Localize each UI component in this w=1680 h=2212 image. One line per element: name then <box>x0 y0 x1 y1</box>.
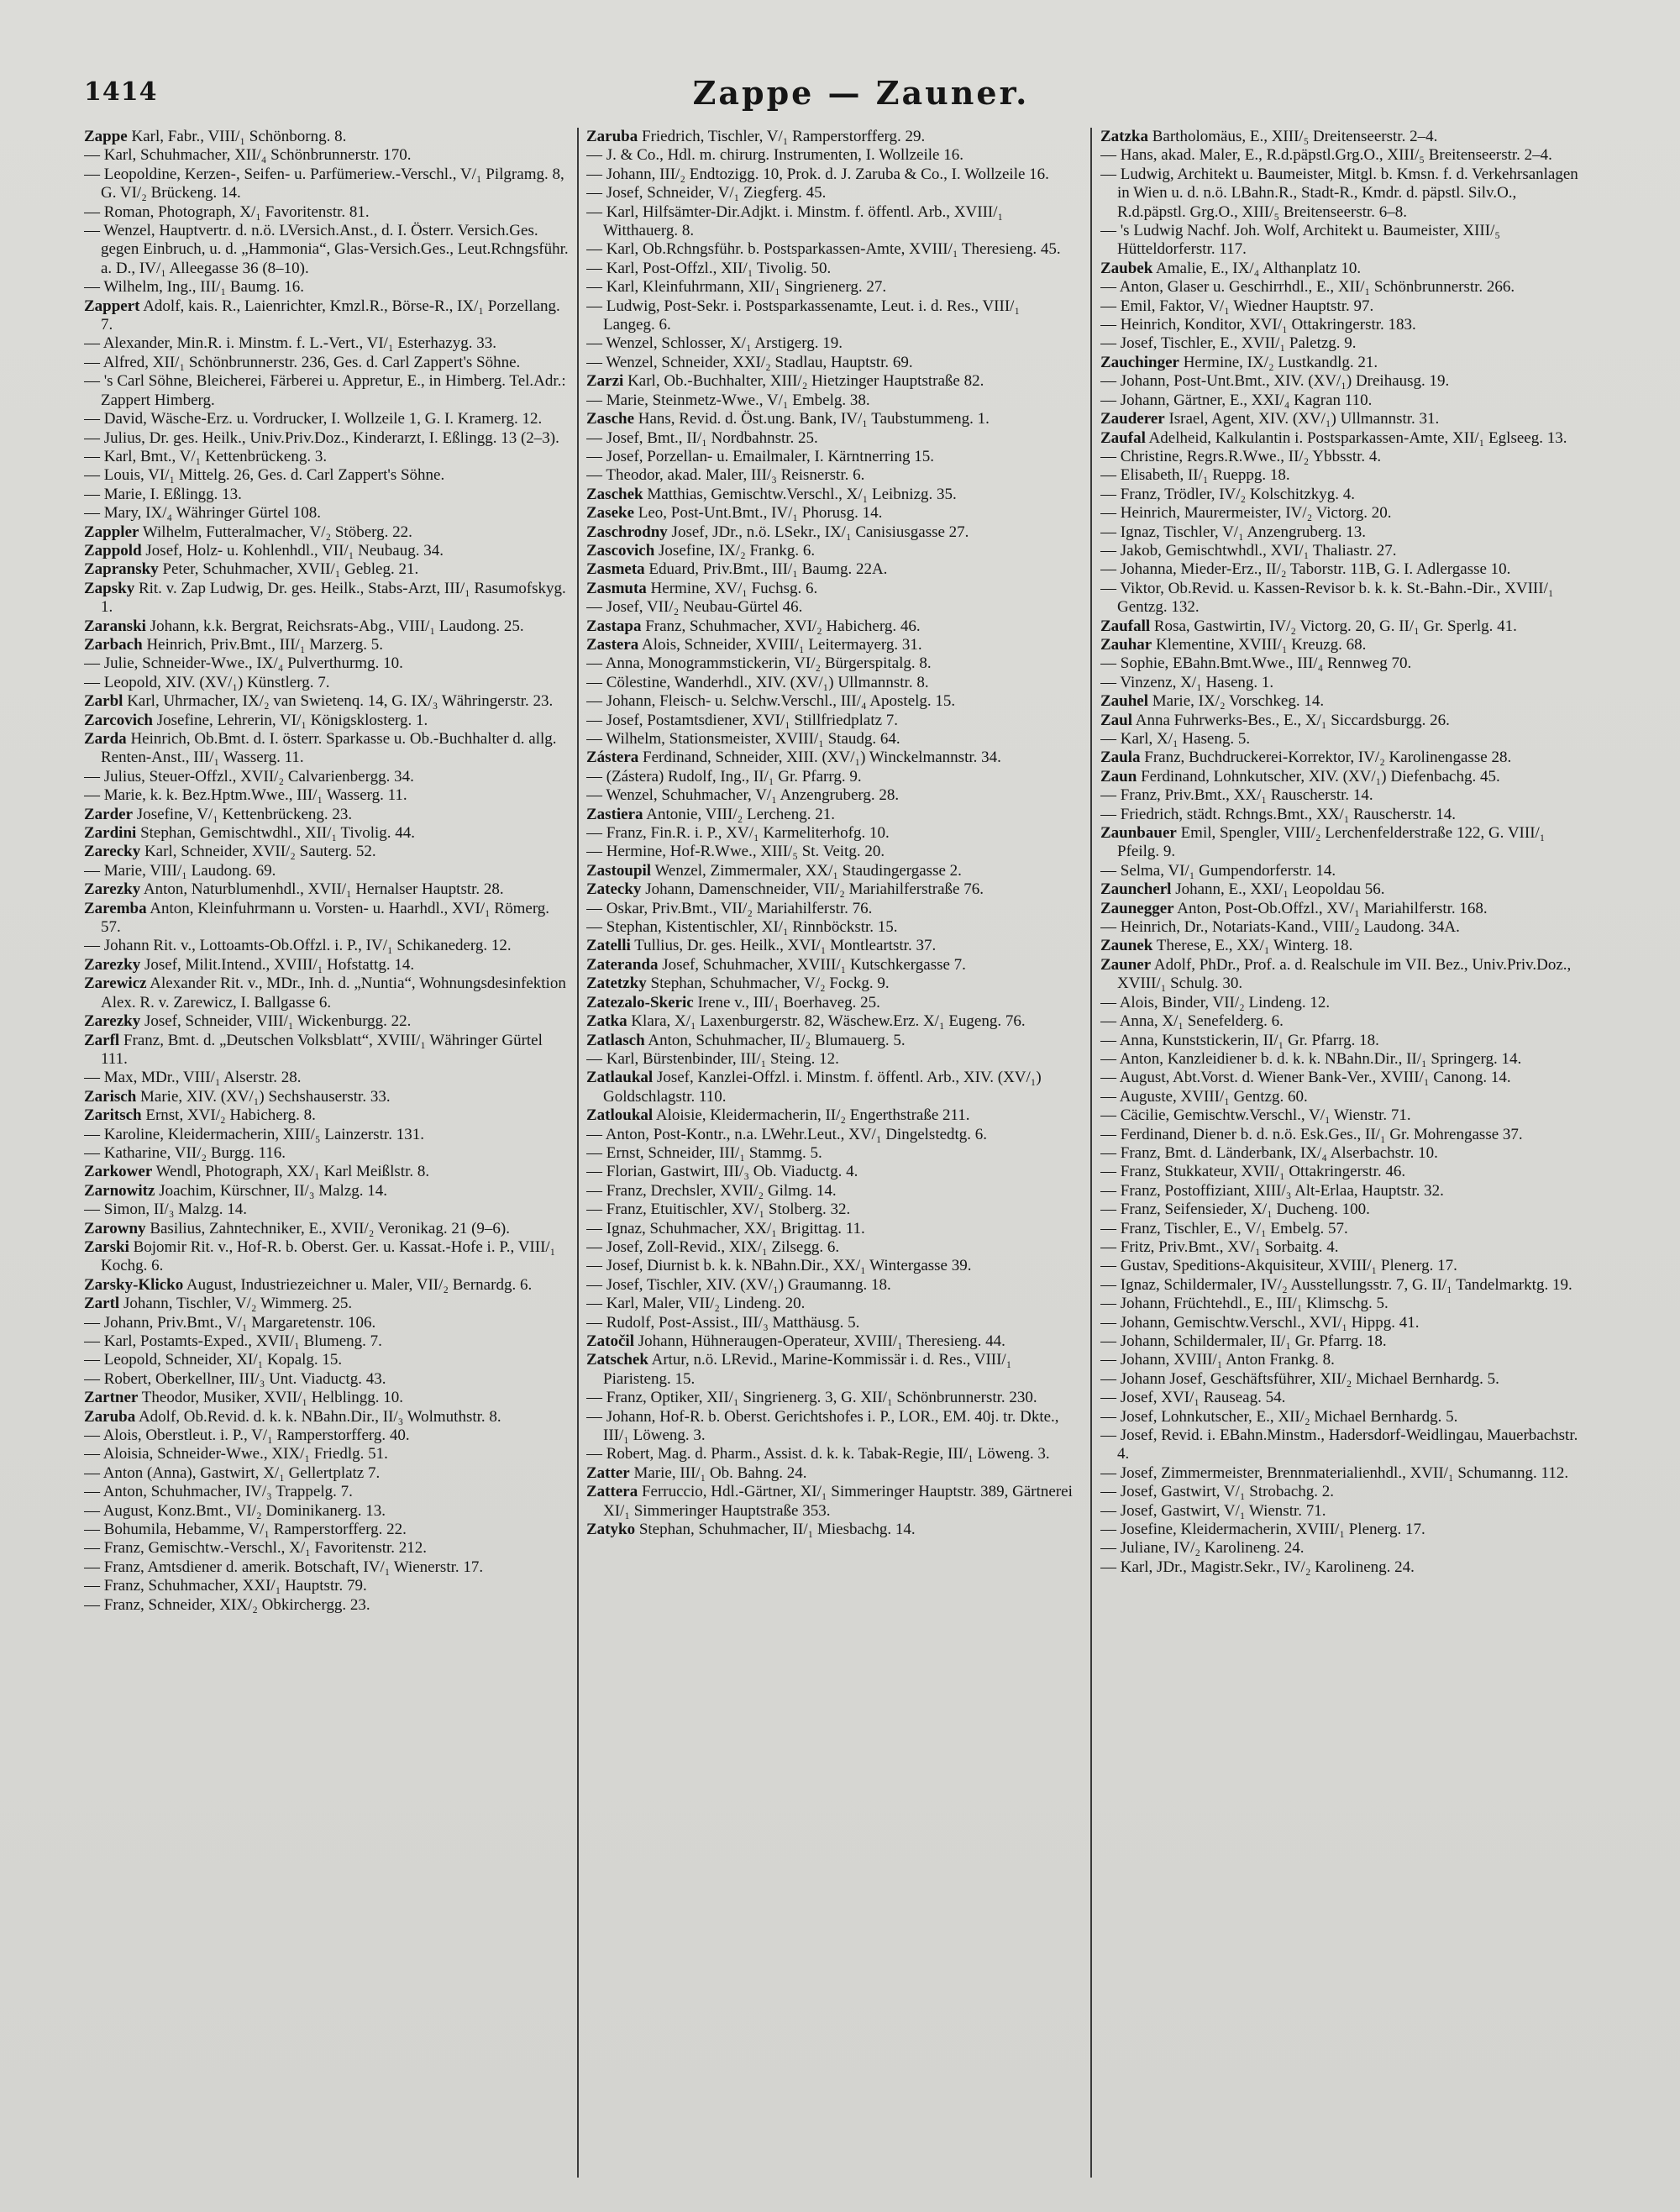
directory-entry: Zasche Hans, Revid. d. Öst.ung. Bank, IV/₁ Taubstummeng. 1. <box>586 410 990 428</box>
directory-entry: — Julius, Dr. ges. Heilk., Univ.Priv.Doz., Kinderarzt, I. Eßlingg. 13 (2–3). <box>84 428 559 447</box>
directory-entry: Zaranski Johann, k.k. Bergrat, Reichsrats-Abg., VIII/₁ Laudong. 25. <box>84 617 524 635</box>
directory-entry: — Franz, Gemischtw.-Verschl., X/₁ Favoritenstr. 212. <box>84 1539 428 1558</box>
directory-entry: — Franz, Trödler, IV/₂ Kolschitzkyg. 4. <box>1100 485 1355 503</box>
directory-entry: — Cäcilie, Gemischtw.Verschl., V/₁ Wienstr. 71. <box>1100 1106 1411 1125</box>
directory-entry: — Heinrich, Maurermeister, IV/₂ Victorg. 20. <box>1100 504 1392 523</box>
directory-entry: — Franz, Tischler, E., V/₁ Embelg. 57. <box>1100 1219 1348 1237</box>
directory-entry: — Marie, VIII/₁ Laudong. 69. <box>84 861 276 880</box>
directory-entry: — Ignaz, Schildermaler, IV/₂ Ausstellungsstr. 7, G. II/₁ Tandelmarktg. 19. <box>1100 1275 1572 1294</box>
directory-entry: Zatelli Tullius, Dr. ges. Heilk., XVI/₁ Montleartstr. 37. <box>586 937 937 955</box>
directory-entry: — Selma, VI/₁ Gumpendorferstr. 14. <box>1100 861 1336 880</box>
directory-entry: — Johanna, Mieder-Erz., II/₂ Taborstr. 11B, G. I. Adlergasse 10. <box>1100 560 1511 579</box>
directory-entry: — Josef, Porzellan- u. Emailmaler, I. Kärntnerring 15. <box>586 447 934 465</box>
directory-columns <box>84 128 1646 2178</box>
directory-entry: — Johann, Fleisch- u. Selchw.Verschl., III/₄ Apostelg. 15. <box>586 692 956 711</box>
column-1 <box>84 128 571 2178</box>
directory-entry: — Julius, Steuer-Offzl., XVII/₂ Calvarienbergg. 34. <box>84 767 414 785</box>
directory-entry: — Anton, Schuhmacher, IV/₃ Trappelg. 7. <box>84 1483 353 1501</box>
directory-entry: Zaruba Adolf, Ob.Revid. d. k. k. NBahn.Dir., II/₃ Wolmuthstr. 8. <box>84 1407 501 1426</box>
directory-entry: Zatetzky Stephan, Schuhmacher, V/₂ Fockg. 9. <box>586 975 890 993</box>
directory-entry: — Franz, Priv.Bmt., XX/₁ Rauscherstr. 14. <box>1100 786 1373 805</box>
directory-entry: Zappold Josef, Holz- u. Kohlenhdl., VII/₁ Neubaug. 34. <box>84 541 444 560</box>
directory-entry: Zarzi Karl, Ob.-Buchhalter, XIII/₂ Hietzinger Hauptstraße 82. <box>586 372 984 391</box>
directory-entry: — Hans, akad. Maler, E., R.d.päpstl.Grg.O., XIII/₅ Breitenseerstr. 2–4. <box>1100 146 1552 165</box>
directory-entry: — Mary, IX/₄ Währinger Gürtel 108. <box>84 504 322 523</box>
directory-entry: — Heinrich, Konditor, XVI/₁ Ottakringerstr. 183. <box>1100 316 1416 334</box>
directory-entry: — Karl, Postamts-Exped., XVII/₁ Blumeng. 7. <box>84 1332 382 1350</box>
directory-entry: — Alfred, XII/₁ Schönbrunnerstr. 236, Ges. d. Carl Zappert's Söhne. <box>84 353 521 371</box>
directory-entry: — Johann, XVIII/₁ Anton Frankg. 8. <box>1100 1351 1335 1369</box>
directory-entry: Zardini Stephan, Gemischtwdhl., XII/₁ Tivolig. 44. <box>84 824 416 843</box>
directory-entry: — Johann, Priv.Bmt., V/₁ Margaretenstr. 106. <box>84 1313 376 1332</box>
directory-entry: — Anton, Kanzleidiener b. d. k. k. NBahn.Dir., II/₁ Springerg. 14. <box>1100 1049 1522 1068</box>
directory-entry: Zatlaukal Josef, Kanzlei-Offzl. i. Minstm. f. öffentl. Arb., XIV. (XV/₁) Goldschlagstr. 110. <box>586 1069 1042 1106</box>
directory-entry: — Franz, Fin.R. i. P., XV/₁ Karmeliterhofg. 10. <box>586 824 890 843</box>
directory-entry: — Karl, JDr., Magistr.Sekr., IV/₂ Karolineng. 24. <box>1100 1558 1415 1576</box>
directory-entry: — Juliane, IV/₂ Karolineng. 24. <box>1100 1539 1305 1558</box>
directory-entry: — Christine, Regrs.R.Wwe., II/₂ Ybbsstr. 4. <box>1100 447 1382 465</box>
directory-entry: Zarkower Wendl, Photograph, XX/₁ Karl Meißlstr. 8. <box>84 1163 430 1181</box>
directory-entry: Zaunegger Anton, Post-Ob.Offzl., XV/₁ Mariahilferstr. 168. <box>1100 899 1488 917</box>
directory-entry: — Ignaz, Tischler, V/₁ Anzengruberg. 13. <box>1100 523 1366 541</box>
directory-entry: — Josef, Postamtsdiener, XVI/₁ Stillfriedplatz 7. <box>586 711 899 729</box>
directory-entry: — Heinrich, Dr., Notariats-Kand., VIII/₂ Laudong. 34A. <box>1100 918 1460 937</box>
directory-entry: — August, Abt.Vorst. d. Wiener Bank-Ver., XVIII/₁ Canong. 14. <box>1100 1069 1511 1087</box>
directory-entry: — Karl, Post-Offzl., XII/₁ Tivolig. 50. <box>586 259 832 277</box>
directory-entry: — August, Konz.Bmt., VI/₂ Dominikanerg. 13. <box>84 1501 386 1520</box>
directory-entry: Zappert Adolf, kais. R., Laienrichter, Kmzl.R., Börse-R., IX/₁ Porzellang. 7. <box>84 297 560 334</box>
directory-entry: Zarbach Heinrich, Priv.Bmt., III/₁ Marzerg. 5. <box>84 635 383 654</box>
directory-entry: Zatyko Stephan, Schuhmacher, II/₁ Miesbachg. 14. <box>586 1521 916 1539</box>
directory-entry: — Katharine, VII/₂ Burgg. 116. <box>84 1143 286 1162</box>
directory-entry: — Josef, Lohnkutscher, E., XII/₂ Michael Bernhardg. 5. <box>1100 1407 1458 1426</box>
directory-entry: — 's Ludwig Nachf. Joh. Wolf, Architekt u. Baumeister, XIII/₅ Hütteldorferstr. 117. <box>1100 222 1500 259</box>
directory-entry: — Wenzel, Schneider, XXI/₂ Stadlau, Hauptstr. 69. <box>586 353 913 371</box>
directory-entry: — Karl, Ob.Rchngsführ. b. Postsparkassen-Amte, XVIII/₁ Theresieng. 45. <box>586 240 1061 259</box>
directory-entry: — Johann, Gärtner, E., XXI/₄ Kagran 110. <box>1100 391 1373 409</box>
directory-entry: — J. & Co., Hdl. m. chirurg. Instrumenten, I. Wollzeile 16. <box>586 146 963 165</box>
directory-entry: — Anton, Post-Kontr., n.a. LWehr.Leut., XV/₁ Dingelstedtg. 6. <box>586 1125 988 1143</box>
directory-entry: Zauchinger Hermine, IX/₂ Lustkandlg. 21. <box>1100 353 1378 371</box>
directory-entry: — Josef, Zoll-Revid., XIX/₁ Zilsegg. 6. <box>586 1237 840 1256</box>
directory-entry: — Franz, Bmt. d. Länderbank, IX/₄ Alserbachstr. 10. <box>1100 1143 1438 1162</box>
directory-entry: — Ferdinand, Diener b. d. n.ö. Esk.Ges., II/₁ Gr. Mohrengasse 37. <box>1100 1125 1523 1143</box>
directory-entry: — Johann Josef, Geschäftsführer, XII/₂ Michael Bernhardg. 5. <box>1100 1369 1499 1388</box>
directory-entry: — Karl, Hilfsämter-Dir.Adjkt. i. Minstm. f. öffentl. Arb., XVIII/₁ Witthauerg. 8. <box>586 202 1004 240</box>
directory-entry: Zaun Ferdinand, Lohnkutscher, XIV. (XV/₁) Diefenbachg. 45. <box>1100 767 1500 785</box>
directory-entry: Zaul Anna Fuhrwerks-Bes., E., X/₁ Siccardsburgg. 26. <box>1100 711 1450 729</box>
directory-entry: — (Zástera) Rudolf, Ing., II/₁ Gr. Pfarrg. 9. <box>586 767 862 785</box>
directory-entry: — Karl, Bürstenbinder, III/₁ Steing. 12. <box>586 1049 839 1068</box>
directory-entry: — Karl, X/₁ Haseng. 5. <box>1100 730 1251 748</box>
directory-entry: — Josef, Tischler, XIV. (XV/₁) Graumanng. 18. <box>586 1275 891 1294</box>
directory-entry: — Anton, Glaser u. Geschirrhdl., E., XII/₁ Schönbrunnerstr. 266. <box>1100 278 1515 297</box>
directory-entry: Zaubek Amalie, E., IX/₄ Althanplatz 10. <box>1100 259 1362 277</box>
directory-entry: — Wenzel, Hauptvertr. d. n.ö. LVersich.Anst., d. I. Österr. Versich.Ges. gegen Einbruch, u. d. „Hammonia“, Glas-Versich.Ges., Leut.Rchngsführ. a. D., IV/₁ Alleegasse 36 (8–10). <box>84 222 569 277</box>
directory-entry: — Marie, I. Eßlingg. 13. <box>84 485 242 503</box>
directory-entry: — Josef, VII/₂ Neubau-Gürtel 46. <box>586 598 803 617</box>
directory-entry: — Johann, Hof-R. b. Oberst. Gerichtshofes i. P., LOR., EM. 40j. tr. Dkte., III/₁ Löweng. 3. <box>586 1407 1059 1445</box>
directory-entry: Zarda Heinrich, Ob.Bmt. d. I. österr. Sparkasse u. Ob.-Buchhalter d. allg. Renten-Anst., III/₁ Wasserg. 11. <box>84 730 557 767</box>
directory-entry: — Simon, II/₃ Malzg. 14. <box>84 1201 247 1219</box>
directory-entry: Zarezky Anton, Naturblumenhdl., XVII/₁ Hernalser Hauptstr. 28. <box>84 880 504 899</box>
directory-entry: Zatecky Johann, Damenschneider, VII/₂ Mariahilferstraße 76. <box>586 880 984 899</box>
directory-entry: — Viktor, Ob.Revid. u. Kassen-Revisor b. k. k. St.-Bahn.-Dir., XVIII/₁ Gentzg. 132. <box>1100 579 1554 617</box>
directory-entry: — Josef, Gastwirt, V/₁ Strobachg. 2. <box>1100 1483 1335 1501</box>
directory-entry: — Johann, III/₂ Endtozigg. 10, Prok. d. J. Zaruba & Co., I. Wollzeile 16. <box>586 165 1049 183</box>
directory-entry: Zauner Adolf, PhDr., Prof. a. d. Realschule im VII. Bez., Univ.Priv.Doz., XVIII/₁ Schulg. 30. <box>1100 955 1572 993</box>
directory-entry: Zaufal Adelheid, Kalkulantin i. Postsparkassen-Amte, XII/₁ Eglseeg. 13. <box>1100 428 1567 447</box>
directory-entry: — Cölestine, Wanderhdl., XIV. (XV/₁) Ullmannstr. 8. <box>586 673 929 691</box>
directory-entry: — Leopoldine, Kerzen-, Seifen- u. Parfümeriew.-Verschl., V/₁ Pilgramg. 8, G. VI/₂ Brückeng. 14. <box>84 165 564 202</box>
directory-entry: Zarnowitz Joachim, Kürschner, II/₃ Malzg. 14. <box>84 1181 387 1200</box>
column-divider <box>1090 128 1092 2178</box>
directory-entry: Zasmeta Eduard, Priv.Bmt., III/₁ Baumg. 22A. <box>586 560 888 579</box>
directory-entry: — Alois, Oberstleut. i. P., V/₁ Ramperstorfferg. 40. <box>84 1427 410 1445</box>
directory-entry: Zaunbauer Emil, Spengler, VIII/₂ Lerchenfelderstraße 122, G. VIII/₁ Pfeilg. 9. <box>1100 824 1546 861</box>
directory-entry: Zatka Klara, X/₁ Laxenburgerstr. 82, Wäschew.Erz. X/₁ Eugeng. 76. <box>586 1012 1026 1031</box>
directory-entry: Zappe Karl, Fabr., VIII/₁ Schönborng. 8. <box>84 128 347 145</box>
directory-entry: — Josef, XVI/₁ Rauseag. 54. <box>1100 1389 1286 1407</box>
directory-entry: — Oskar, Priv.Bmt., VII/₂ Mariahilferstr. 76. <box>586 899 873 917</box>
directory-entry: — Karoline, Kleidermacherin, XIII/₅ Lainzerstr. 131. <box>84 1125 424 1143</box>
directory-entry: — Vinzenz, X/₁ Haseng. 1. <box>1100 673 1274 691</box>
directory-entry: — Jakob, Gemischtwhdl., XVI/₁ Thaliastr. 27. <box>1100 541 1397 560</box>
directory-entry: — Franz, Stukkateur, XVII/₁ Ottakringerstr. 46. <box>1100 1163 1406 1181</box>
directory-entry: Zauhel Marie, IX/₂ Vorschkeg. 14. <box>1100 692 1325 711</box>
directory-entry: Zastapa Franz, Schuhmacher, XVI/₂ Habicherg. 46. <box>586 617 921 635</box>
directory-entry: — Anna, X/₁ Senefelderg. 6. <box>1100 1012 1284 1031</box>
directory-entry: — Ludwig, Post-Sekr. i. Postsparkassenamte, Leut. i. d. Res., VIII/₁ Langeg. 6. <box>586 297 1021 334</box>
directory-entry: Zarsky-Klicko August, Industriezeichner u. Maler, VII/₂ Bernardg. 6. <box>84 1275 533 1294</box>
directory-entry: — Julie, Schneider-Wwe., IX/₄ Pulverthurmg. 10. <box>84 654 403 673</box>
directory-entry: Zatloukal Aloisie, Kleidermacherin, II/₂ Engerthstraße 211. <box>586 1106 970 1125</box>
directory-entry: — Josef, Gastwirt, V/₁ Wienstr. 71. <box>1100 1501 1326 1520</box>
directory-entry: — Sophie, EBahn.Bmt.Wwe., III/₄ Rennweg 70. <box>1100 654 1412 673</box>
directory-entry: — Franz, Optiker, XII/₁ Singrienerg. 3, G. XII/₁ Schönbrunnerstr. 230. <box>586 1389 1037 1407</box>
directory-entry: — Anna, Kunststickerin, II/₁ Gr. Pfarrg. 18. <box>1100 1031 1379 1049</box>
directory-entry: — Josef, Tischler, E., XVII/₁ Paletzg. 9. <box>1100 334 1357 353</box>
directory-entry: — Leopold, Schneider, XI/₁ Kopalg. 15. <box>84 1351 343 1369</box>
directory-entry: Zatschek Artur, n.ö. LRevid., Marine-Kommissär i. d. Res., VIII/₁ Piaristeng. 15. <box>586 1351 1012 1388</box>
directory-entry: — Karl, Kleinfuhrmann, XII/₁ Singrienerg. 27. <box>586 278 887 297</box>
directory-entry: — Ignaz, Schuhmacher, XX/₁ Brigittag. 11. <box>586 1219 865 1237</box>
column-divider <box>577 128 579 2178</box>
page-header <box>84 74 1638 119</box>
directory-entry: — David, Wäsche-Erz. u. Vordrucker, I. Wollzeile 1, G. I. Kramerg. 12. <box>84 410 543 428</box>
directory-entry: — Franz, Seifensieder, X/₁ Ducheng. 100. <box>1100 1201 1370 1219</box>
column-3 <box>1100 128 1588 2178</box>
directory-entry: — Johann, Gemischtw.Verschl., XVI/₁ Hippg. 41. <box>1100 1313 1420 1332</box>
directory-entry: Zaseke Leo, Post-Unt.Bmt., IV/₁ Phorusg. 14. <box>586 504 883 523</box>
directory-entry: — Gustav, Speditions-Akquisiteur, XVIII/₁ Plenerg. 17. <box>1100 1257 1457 1275</box>
directory-entry: — Josef, Diurnist b. k. k. NBahn.Dir., XX/₁ Wintergasse 39. <box>586 1257 972 1275</box>
directory-entry: — Fritz, Priv.Bmt., XV/₁ Sorbaitg. 4. <box>1100 1237 1339 1256</box>
directory-entry: Zastiera Antonie, VIII/₂ Lercheng. 21. <box>586 805 835 823</box>
directory-entry: Zaunek Therese, E., XX/₁ Winterg. 18. <box>1100 937 1353 955</box>
directory-entry: Zatezalo-Skeric Irene v., III/₁ Boerhaveg. 25. <box>586 993 880 1011</box>
directory-entry: — Louis, VI/₁ Mittelg. 26, Ges. d. Carl Zappert's Söhne. <box>84 466 445 485</box>
directory-entry: Zauhar Klementine, XVIII/₁ Kreuzg. 68. <box>1100 635 1367 654</box>
directory-entry: Zatlasch Anton, Schuhmacher, II/₂ Blumauerg. 5. <box>586 1031 906 1049</box>
directory-entry: Zastoupil Wenzel, Zimmermaler, XX/₁ Staudingergasse 2. <box>586 861 962 880</box>
directory-entry: — Max, MDr., VIII/₁ Alserstr. 28. <box>84 1069 302 1087</box>
directory-entry: — Robert, Oberkellner, III/₃ Unt. Viaductg. 43. <box>84 1369 386 1388</box>
directory-entry: Zarecky Karl, Schneider, XVII/₂ Sauterg. 52. <box>84 843 376 861</box>
directory-entry: Zattera Ferruccio, Hdl.-Gärtner, XI/₁ Simmeringer Hauptstr. 389, Gärtnerei XI/₁ Simmeringer Hauptstraße 353. <box>586 1483 1073 1520</box>
directory-entry: — Karl, Schuhmacher, XII/₄ Schönbrunnerstr. 170. <box>84 146 412 165</box>
directory-entry: Zaremba Anton, Kleinfuhrmann u. Vorsten- u. Haarhdl., XVI/₁ Römerg. 57. <box>84 899 550 937</box>
directory-entry: — Franz, Schneider, XIX/₂ Obkirchergg. 23. <box>84 1595 370 1614</box>
directory-entry: — Ludwig, Architekt u. Baumeister, Mitgl. b. Kmsn. f. d. Verkehrsanlagen in Wien u. d. n.ö. LBahn.R., Stadt-R., Kmdr. d. päpstl. Silv.O., R.d.päpstl. Grg.O., XIII/₅ Breitenseerstr. 6–8. <box>1100 165 1578 221</box>
directory-entry: — Rudolf, Post-Assist., III/₃ Matthäusg. 5. <box>586 1313 860 1332</box>
directory-entry: Zarowny Basilius, Zahntechniker, E., XVII/₂ Veronikag. 21 (9–6). <box>84 1219 511 1237</box>
page-number: 1414 <box>84 77 158 107</box>
directory-entry: Zauderer Israel, Agent, XIV. (XV/₁) Ullmannstr. 31. <box>1100 410 1440 428</box>
directory-entry: Zarfl Franz, Bmt. d. „Deutschen Volksblatt“, XVIII/₁ Währinger Gürtel 111. <box>84 1031 543 1068</box>
directory-entry: — Alois, Binder, VII/₂ Lindeng. 12. <box>1100 993 1331 1011</box>
directory-entry: Zaruba Friedrich, Tischler, V/₁ Ramperstorfferg. 29. <box>586 128 926 145</box>
directory-entry: Zaschrodny Josef, JDr., n.ö. LSekr., IX/₁ Canisiusgasse 27. <box>586 523 969 541</box>
directory-entry: — Aloisia, Schneider-Wwe., XIX/₁ Friedlg. 51. <box>84 1445 388 1463</box>
directory-entry: — Wilhelm, Ing., III/₁ Baumg. 16. <box>84 278 304 297</box>
column-2 <box>586 128 1074 2178</box>
directory-entry: — Alexander, Min.R. i. Minstm. f. L.-Vert., VI/₁ Esterhazyg. 33. <box>84 334 496 353</box>
directory-entry: — Ernst, Schneider, III/₁ Stammg. 5. <box>586 1143 822 1162</box>
directory-entry: Zappler Wilhelm, Futteralmacher, V/₂ Stöberg. 22. <box>84 523 412 541</box>
directory-entry: Zatter Marie, III/₁ Ob. Bahng. 24. <box>586 1463 807 1482</box>
directory-entry: — Friedrich, städt. Rchngs.Bmt., XX/₁ Rauscherstr. 14. <box>1100 805 1457 823</box>
directory-entry: — Emil, Faktor, V/₁ Wiedner Hauptstr. 97. <box>1100 297 1374 315</box>
directory-entry: — Josef, Schneider, V/₁ Ziegferg. 45. <box>586 184 827 202</box>
directory-entry: — Johann Rit. v., Lottoamts-Ob.Offzl. i. P., IV/₁ Schikanederg. 12. <box>84 937 512 955</box>
directory-entry: Zascovich Josefine, IX/₂ Frankg. 6. <box>586 541 816 560</box>
directory-entry: Zatočil Johann, Hühneraugen-Operateur, XVIII/₁ Theresieng. 44. <box>586 1332 1005 1350</box>
directory-entry: — Franz, Drechsler, XVII/₂ Gilmg. 14. <box>586 1181 837 1200</box>
directory-entry: Zarewicz Alexander Rit. v., MDr., Inh. d. „Nuntia“, Wohnungsdesinfektion Alex. R. v. Zarewicz, I. Ballgasse 6. <box>84 975 566 1011</box>
directory-entry: — Wenzel, Schuhmacher, V/₁ Anzengruberg. 28. <box>586 786 900 805</box>
directory-entry: — Josef, Revid. i. EBahn.Minstm., Hadersdorf-Weidlingau, Mauerbachstr. 4. <box>1100 1427 1578 1463</box>
directory-entry: — Johann, Post-Unt.Bmt., XIV. (XV/₁) Dreihausg. 19. <box>1100 372 1450 391</box>
directory-entry: — Anton (Anna), Gastwirt, X/₁ Gellertplatz 7. <box>84 1463 381 1482</box>
directory-entry: — Robert, Mag. d. Pharm., Assist. d. k. k. Tabak-Regie, III/₁ Löweng. 3. <box>586 1445 1050 1463</box>
directory-entry: Zarezky Josef, Milit.Intend., XVIII/₁ Hofstattg. 14. <box>84 955 415 974</box>
directory-entry: — Karl, Maler, VII/₂ Lindeng. 20. <box>586 1295 806 1313</box>
directory-entry: Zartl Johann, Tischler, V/₂ Wimmerg. 25. <box>84 1295 353 1313</box>
directory-entry: Zarisch Marie, XIV. (XV/₁) Sechshauserstr. 33. <box>84 1087 391 1106</box>
directory-entry: — 's Carl Söhne, Bleicherei, Färberei u. Appretur, E., in Himberg. Tel.Adr.: Zappert Himberg. <box>84 372 566 409</box>
directory-entry: Zapsky Rit. v. Zap Ludwig, Dr. ges. Heilk., Stabs-Arzt, III/₁ Rasumofskyg. 1. <box>84 579 566 617</box>
directory-entry: — Florian, Gastwirt, III/₃ Ob. Viaductg. 4. <box>586 1163 858 1181</box>
directory-entry: — Anna, Monogrammstickerin, VI/₂ Bürgerspitalg. 8. <box>586 654 932 673</box>
directory-entry: Zarezky Josef, Schneider, VIII/₁ Wickenburgg. 22. <box>84 1012 412 1031</box>
directory-entry: — Franz, Amtsdiener d. amerik. Botschaft, IV/₁ Wienerstr. 17. <box>84 1558 484 1576</box>
directory-entry: — Marie, k. k. Bez.Hptm.Wwe., III/₁ Wasserg. 11. <box>84 786 407 805</box>
directory-entry: Zarski Bojomir Rit. v., Hof-R. b. Oberst. Ger. u. Kassat.-Hofe i. P., VIII/₁ Kochg. 6. <box>84 1237 556 1275</box>
directory-entry: Zatzka Bartholomäus, E., XIII/₅ Dreitenseerstr. 2–4. <box>1100 128 1438 145</box>
directory-entry: Zateranda Josef, Schuhmacher, XVIII/₁ Kutschkergasse 7. <box>586 955 966 974</box>
directory-entry: Zartner Theodor, Musiker, XVII/₁ Helblingg. 10. <box>84 1389 403 1407</box>
directory-entry: Zarcovich Josefine, Lehrerin, VI/₁ Königsklosterg. 1. <box>84 711 428 729</box>
directory-entry: Zaritsch Ernst, XVI/₂ Habicherg. 8. <box>84 1106 316 1125</box>
directory-entry: — Leopold, XIV. (XV/₁) Künstlerg. 7. <box>84 673 330 691</box>
directory-entry: Zaula Franz, Buchdruckerei-Korrektor, IV/₂ Karolinengasse 28. <box>1100 749 1512 767</box>
directory-entry: — Karl, Bmt., V/₁ Kettenbrückeng. 3. <box>84 447 328 465</box>
directory-entry: — Josefine, Kleidermacherin, XVIII/₁ Plenerg. 17. <box>1100 1521 1425 1539</box>
directory-entry: — Wenzel, Schlosser, X/₁ Arstigerg. 19. <box>586 334 843 353</box>
directory-entry: Zauncherl Johann, E., XXI/₁ Leopoldau 56. <box>1100 880 1385 899</box>
directory-entry: Zástera Ferdinand, Schneider, XIII. (XV/₁) Winckelmannstr. 34. <box>586 749 1001 767</box>
directory-entry: — Johann, Schildermaler, II/₁ Gr. Pfarrg. 18. <box>1100 1332 1387 1350</box>
directory-entry: — Bohumila, Hebamme, V/₁ Ramperstorfferg. 22. <box>84 1521 407 1539</box>
directory-entry: — Stephan, Kistentischler, XI/₁ Rinnböckstr. 15. <box>586 918 898 937</box>
page-title: Zappe — Zauner. <box>692 74 1030 112</box>
directory-entry: — Johann, Früchtehdl., E., III/₁ Klimschg. 5. <box>1100 1295 1389 1313</box>
directory-entry: Zarbl Karl, Uhrmacher, IX/₂ van Swietenq. 14, G. IX/₃ Währingerstr. 23. <box>84 692 554 711</box>
directory-entry: — Elisabeth, II/₁ Rueppg. 18. <box>1100 466 1290 485</box>
directory-entry: — Franz, Postoffiziant, XIII/₃ Alt-Erlaa, Hauptstr. 32. <box>1100 1181 1444 1200</box>
directory-entry: — Josef, Zimmermeister, Brennmaterialienhdl., XVII/₁ Schumanng. 112. <box>1100 1463 1569 1482</box>
directory-entry: — Wilhelm, Stationsmeister, XVIII/₁ Staudg. 64. <box>586 730 900 748</box>
directory-entry: Zarder Josefine, V/₁ Kettenbrückeng. 23. <box>84 805 353 823</box>
directory-entry: — Franz, Etuitischler, XV/₁ Stolberg. 32. <box>586 1201 851 1219</box>
directory-entry: Zasmuta Hermine, XV/₁ Fuchsg. 6. <box>586 579 818 597</box>
directory-entry: — Hermine, Hof-R.Wwe., XIII/₅ St. Veitg. 20. <box>586 843 885 861</box>
directory-entry: — Marie, Steinmetz-Wwe., V/₁ Embelg. 38. <box>586 391 870 409</box>
directory-entry: Zapransky Peter, Schuhmacher, XVII/₁ Gebleg. 21. <box>84 560 419 579</box>
directory-entry: — Josef, Bmt., II/₁ Nordbahnstr. 25. <box>586 428 818 447</box>
directory-entry: Zaschek Matthias, Gemischtw.Verschl., X/₁ Leibnizg. 35. <box>586 485 957 503</box>
directory-entry: — Theodor, akad. Maler, III/₃ Reisnerstr. 6. <box>586 466 865 485</box>
directory-entry: — Franz, Schuhmacher, XXI/₁ Hauptstr. 79. <box>84 1577 367 1595</box>
directory-entry: Zaufall Rosa, Gastwirtin, IV/₂ Victorg. 20, G. II/₁ Gr. Sperlg. 41. <box>1100 617 1517 635</box>
directory-entry: — Roman, Photograph, X/₁ Favoritenstr. 81. <box>84 202 370 221</box>
directory-entry: — Auguste, XVIII/₁ Gentzg. 60. <box>1100 1087 1308 1106</box>
directory-entry: Zastera Alois, Schneider, XVIII/₁ Leitermayerg. 31. <box>586 635 922 654</box>
